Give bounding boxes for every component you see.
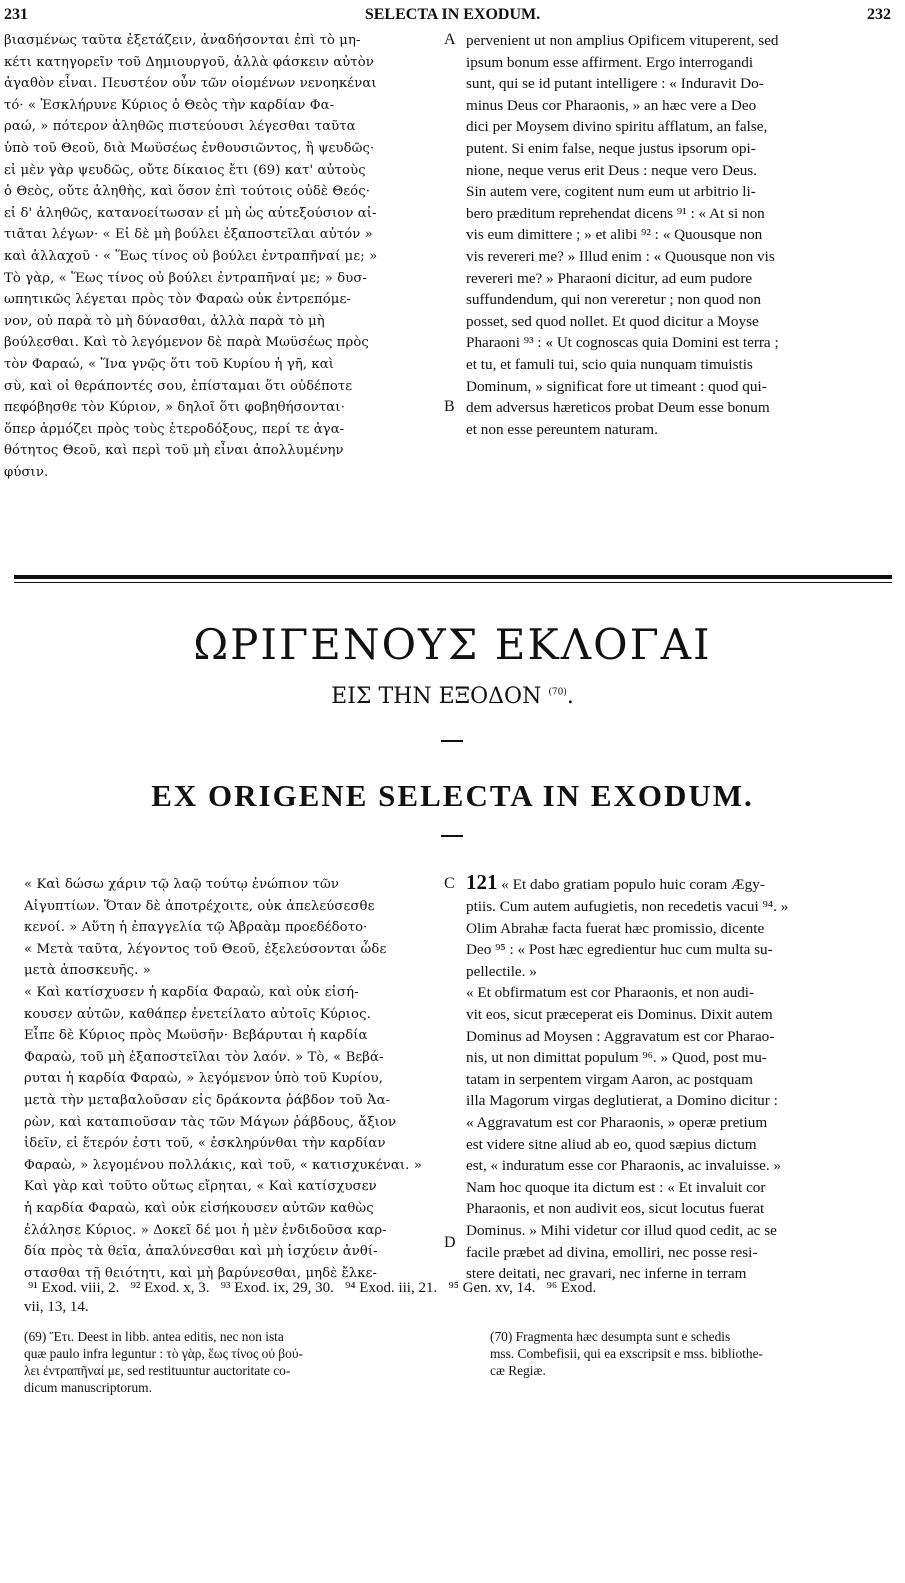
bottom-greek-line: « Καὶ κατίσχυσεν ἡ καρδία Φαραὼ, καὶ οὐκ εἰσή-: [24, 984, 359, 1000]
top-greek-line: τό· « Ἐσκλήρυνε Κύριος ὁ Θεὸς τὴν καρδίαν Φα-: [4, 97, 335, 113]
top-latin-line: pervenient ut non amplius Opificem vituperent, sed: [466, 32, 779, 49]
bottom-latin-line: tatam in serpentem virgam Aaron, ac postquam: [466, 1070, 753, 1088]
note-line: (69) Ἔτι. Deest in libb. antea editis, nec non ista: [24, 1329, 284, 1344]
top-greek-line: ὁ Θεὸς, οὔτε ἀληθὴς, καὶ ὅσον ἐπὶ τούτοις οὐδὲ Θεός·: [4, 184, 371, 200]
top-greek-line: ωπητικῶς λέγεται πρὸς τὸν Φαραὼ οὐκ ἐντρεπόμε-: [4, 292, 351, 308]
note-line: (70) Fragmenta hæc desumpta sunt e schedis: [490, 1329, 731, 1344]
top-latin-line: revereri me? » Pharaoni dicitur, ad eum pudore: [466, 269, 753, 287]
bottom-latin-line: Dominus ad Moysen : Aggravatum est cor Pharao-: [466, 1027, 775, 1045]
bottom-greek-line: μετὰ τὴν μεταβαλοῦσαν εἰς δράκοντα ῥάβδον τοῦ Ἀα-: [24, 1092, 391, 1108]
bottom-latin-first-line: 121 « Et dabo gratiam populo huic coram Ægy-: [466, 870, 765, 894]
top-latin-line: posset, sed quod nollet. Et quod dicitur a Moyse: [466, 312, 759, 330]
top-greek-line: θότητος Θεοῦ, καὶ περὶ τοῦ μὴ εἶναι ἀπολλυμένην: [4, 443, 344, 459]
top-latin-line: Sin autem vere, cogitent num eum ut arbitrio li-: [466, 183, 756, 201]
bottom-latin-line: illa Magorum virgas deglutierat, a Domino dicitur :: [466, 1092, 778, 1110]
top-latin-column: [466, 30, 898, 440]
top-greek-line: σὺ, καὶ οἱ θεράποντές σου, ἐπίσταμαι ὅτι οὐδέποτε: [4, 378, 353, 394]
greek-title: ΩΡΙΓΕΝΟΥΣ ΕΚΛΟΓΑΙ: [193, 620, 712, 669]
bottom-greek-line: ἡ καρδία Φαραὼ, καὶ οὐκ εἰσήκουσεν αὐτῶν καθὼς: [24, 1200, 374, 1216]
bottom-greek-line: ἰδεῖν, εἰ ἕτερόν ἐστι τοῦ, « ἐσκληρύνθαι τὴν καρδίαν: [24, 1136, 386, 1152]
page-number-right: 232: [867, 6, 891, 23]
top-greek-line: ραώ, » πότερον ἀληθῶς πιστεύουσι λέγεσθαι ταῦτα: [4, 119, 356, 135]
bottom-latin-line: est videre sitne aliud ab eo, quod sæpius dictum: [466, 1135, 757, 1153]
subtitle-note-ref: (70): [548, 687, 567, 698]
bottom-greek-line: ρὼν, καὶ καταπιοῦσαν τὰς τῶν Μάγων ῥάβδους, ἄξιον: [24, 1114, 397, 1130]
top-latin-line: vis eum dimittere ; » et alibi ⁹² : « Quousque non: [466, 226, 763, 244]
bottom-greek-line: « Καὶ δώσω χάριν τῷ λαῷ τούτῳ ἐνώπιον τῶν: [24, 877, 339, 892]
bottom-greek-line: Αἰγυπτίων. Ὅταν δὲ ἀποτρέχοιτε, οὐκ ἀπελεύσεσθε: [24, 898, 375, 914]
bottom-greek-line: ρυται ἡ καρδία Φαραὼ, » λεγόμενον ὑπὸ τοῦ Κυρίου,: [24, 1071, 383, 1087]
latin-title: EX ORIGENE SELECTA IN EXODUM.: [151, 778, 754, 813]
top-latin-line: bero præditum reprehendat dicens ⁹¹ : « At si non: [466, 204, 765, 222]
note-line: quæ paulo infra leguntur : τὸ γὰρ, ἕως τίνος οὐ βού-: [24, 1346, 303, 1361]
note-line: λει ἐντραπῆναί με, sed restituuntur auctoritate co-: [24, 1363, 291, 1378]
top-latin-line: et tu, et famuli tui, scio quia nunquam timuistis: [466, 355, 753, 373]
top-latin-line: suffundendum, qui non vereretur ; non quod non: [466, 291, 761, 309]
note-line: dicum manuscriptorum.: [24, 1380, 152, 1395]
top-latin-line: dici per Moysem divino spiritu afflatum, an false,: [466, 118, 768, 136]
note-70: [490, 1328, 763, 1379]
top-greek-line: καὶ ἀλλαχοῦ · « Ἕως τίνος οὐ βούλει ἐντραπῆναί με; »: [4, 248, 378, 264]
top-greek-line: βούλεσθαι. Καὶ τὸ λεγόμενον δὲ παρὰ Μωϋσέως πρὸς: [4, 335, 369, 351]
bottom-greek-column: [24, 874, 442, 1284]
greek-subtitle: ΕΙΣ ΤΗΝ ΕΞΟΔΟΝ $^{(70)}$.: [331, 684, 574, 709]
bottom-greek-line: κενοί. » Αὕτη ἡ ἐπαγγελία τῷ Ἀβραὰμ προεδέδοτο·: [24, 920, 368, 936]
bottom-latin-column: [466, 896, 898, 1285]
bottom-latin-line: Olim Abrahæ facta fuerat hæc promissio, dicente: [466, 919, 765, 937]
top-latin-line: sunt, qui se id putant intelligere : « Induravit Do-: [466, 75, 764, 93]
bottom-greek-line: Καὶ γὰρ καὶ τοῦτο οὕτως εἴρηται, « Καὶ κατίσχυσεν: [24, 1179, 377, 1195]
top-greek-line: πεφόβησθε τὸν Κύριον, » δηλοῖ ὅτι φοβηθήσονται·: [4, 400, 345, 416]
top-latin-line: et non esse pereuntem naturam.: [466, 420, 658, 438]
margin-letter-c: C: [444, 875, 455, 892]
top-greek-line: τιᾶται λέγων· « Εἰ δὲ μὴ βούλει ἐξαποστεῖλαι αὐτόν »: [4, 227, 373, 243]
section-rule-thin: [14, 582, 892, 583]
top-greek-line: φύσιν.: [4, 464, 49, 480]
bottom-latin-line: stere deitati, nec gravari, nec inferne in terram: [466, 1265, 747, 1283]
top-greek-line: βιασμένως ταῦτα ἐξετάζειν, ἀναδήσονται ἐπὶ τὸ μη-: [4, 33, 361, 48]
bottom-greek-line: Φαραὼ, τοῦ μὴ ἐξαποστεῖλαι τὸν λαόν. » Τὸ, « Βεβά-: [24, 1049, 384, 1065]
dash-separator-2: [441, 835, 463, 837]
top-latin-line: vis revereri me? » Illud enim : « Quousque non vis: [466, 247, 775, 265]
top-greek-line: ὑπὸ τοῦ Θεοῦ, διὰ Μωϋσέως ἐνθουσιῶντος, ἢ ψευδῶς·: [4, 140, 375, 156]
top-latin-line: Pharaoni ⁹³ : « Ut cognoscas quia Domini est terra ;: [466, 334, 779, 352]
top-greek-line: κέτι κατηγορεῖν τοῦ Δημιουργοῦ, ἀλλὰ φάσκειν αὐτὸν: [4, 54, 374, 70]
dash-separator-1: [441, 740, 463, 742]
bottom-greek-line: κουσεν αὐτῶν, καθάπερ ἐνετείλατο αὐτοῖς Κύριος.: [24, 1006, 371, 1022]
bottom-latin-line: « Aggravatum est cor Pharaonis, » operæ pretium: [466, 1113, 768, 1131]
section-number: 121: [466, 870, 498, 894]
bottom-greek-line: « Μετὰ ταῦτα, λέγοντος τοῦ Θεοῦ, ἐξελεύσονται ὧδε: [24, 941, 387, 957]
bottom-latin-line: Dominus. » Mihi videtur cor illud quod cedit, ac se: [466, 1221, 777, 1239]
top-greek-line: Τὸ γὰρ, « Ἕως τίνος οὐ βούλει ἐντραπῆναί με; » δυσ-: [4, 270, 368, 286]
top-latin-line: ipsum bonum esse affirment. Ergo interrogandi: [466, 53, 754, 71]
bottom-latin-line: nis, ut non dimittat populum ⁹⁶. » Quod, post mu-: [466, 1049, 767, 1067]
top-greek-column: [4, 30, 436, 483]
top-latin-line: minus Deus cor Pharaonis, » an hæc vere a Deo: [466, 96, 757, 114]
margin-letter-b: B: [444, 398, 455, 415]
top-greek-line: εἰ μὲν γὰρ ψευδῶς, οὔτε δίκαιος ἔτι (69) κατ' αὐτοὺς: [4, 162, 366, 178]
top-greek-line: ἀγαθὸν εἶναι. Πευστέον οὖν τῶν οἰομένων νενοηκέναι: [4, 76, 377, 92]
running-title: SELECTA IN EXODUM.: [364, 6, 541, 23]
page-number-left: 231: [4, 6, 28, 23]
footnote-references-cont: vii, 13, 14.: [24, 1299, 89, 1315]
bottom-latin-line: Nam hoc quoque ita dictum est : « Et invaluit cor: [466, 1178, 766, 1196]
top-greek-line: ὅπερ ἁρμόζει πρὸς τοὺς ἑτεροδόξους, περί τε ἀγα-: [4, 421, 345, 437]
top-greek-line: νον, οὐ παρὰ τὸ μὴ δύνασθαι, ἀλλὰ παρὰ τὸ μὴ: [4, 313, 325, 329]
bottom-latin-line: « Et obfirmatum est cor Pharaonis, et non audi-: [466, 984, 755, 1002]
bottom-greek-line: Εἶπε δὲ Κύριος πρὸς Μωϋσῆν· Βεβάρυται ἡ καρδία: [24, 1028, 368, 1044]
note-line: cæ Regiæ.: [490, 1363, 546, 1378]
top-greek-line: εἰ δ' ἀληθῶς, κατανοείτωσαν εἰ μὴ ὡς αὐτεξούσιον αἰ-: [4, 205, 377, 221]
top-greek-line: τὸν Φαραώ, « Ἵνα γνῷς ὅτι τοῦ Κυρίου ἡ γῆ, καὶ: [4, 356, 335, 372]
bottom-greek-line: ἐλάλησε Κύριος. » Δοκεῖ δέ μοι ἡ μὲν ἐνδιδοῦσα καρ-: [24, 1222, 387, 1238]
bottom-greek-line: δία πρὸς τὰ θεῖα, ἀπαλύνεσθαι καὶ μὴ ἰσχύειν ἀνθί-: [24, 1244, 378, 1260]
top-latin-line: nione, neque verus erit Deus : neque vero Deus.: [466, 161, 758, 179]
top-latin-line: putent. Si enim false, neque justus ipsorum opi-: [466, 139, 756, 157]
bottom-greek-line: Φαραὼ, » λεγομένου πολλάκις, καὶ τοῦ, « κατισχυκέναι. »: [24, 1157, 422, 1173]
margin-letter-a: A: [444, 31, 456, 48]
footnote-references: ⁹¹ Exod. viii, 2. ⁹² Exod. x, 3. ⁹³ Exod. ix, 29, 30. ⁹⁴ Exod. iii, 21. ⁹⁵ Gen. xv, 14. ⁹⁶ Exod.: [28, 1280, 597, 1296]
bottom-latin-line: ptiis. Cum autem aufugietis, non recedetis vacui ⁹⁴. »: [466, 898, 789, 915]
top-latin-line: dem adversus hæreticos probat Deum esse bonum: [466, 399, 770, 417]
note-line: mss. Combefisii, qui ea exscripsit e mss. bibliothe-: [490, 1346, 763, 1361]
bottom-latin-line: Pharaonis, et non audivit eos, sicut locutus fuerat: [466, 1200, 765, 1218]
bottom-latin-line: est, « induratum esse cor Pharaonis, ac invaluisse. »: [466, 1157, 782, 1175]
section-rule-thick: [14, 575, 892, 579]
margin-letter-d: D: [444, 1234, 456, 1251]
top-latin-line: Dominum, » significat fore ut timeant : quod qui-: [466, 377, 767, 395]
bottom-latin-line: vit eos, sicut præceperat eis Dominus. Dixit autem: [466, 1005, 773, 1023]
bottom-latin-line: facile præbet ad divina, emolliri, nec posse resi-: [466, 1243, 758, 1261]
note-69: [24, 1328, 303, 1396]
bottom-greek-line: στασθαι τῇ θειότητι, καὶ μὴ βαρύνεσθαι, μηδὲ ἔλκε-: [24, 1265, 378, 1281]
bottom-greek-line: μετὰ ἀποσκευῆς. »: [24, 963, 151, 979]
bottom-latin-line: pellectile. »: [466, 962, 537, 980]
bottom-latin-line: Deo ⁹⁵ : « Post hæc egredientur huc cum multa su-: [466, 941, 773, 959]
